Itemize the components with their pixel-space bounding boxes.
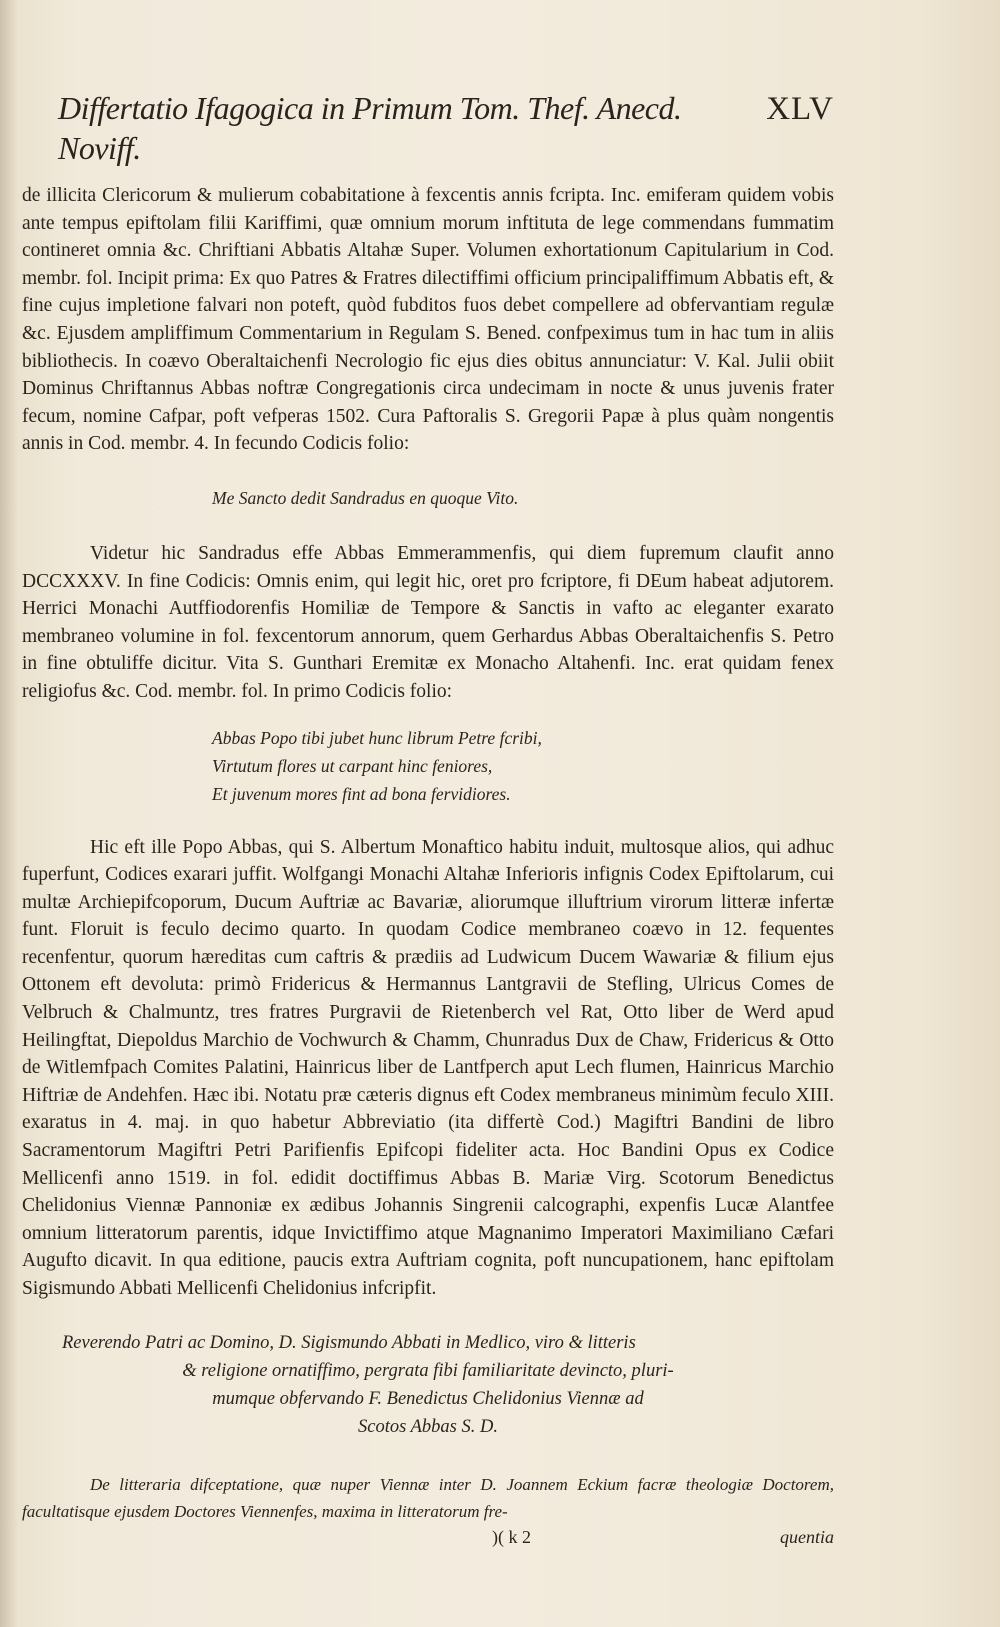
verse-inscription-2 <box>22 724 834 808</box>
dedication-block <box>22 1329 834 1441</box>
paragraph-2: Videtur hic Sandradus effe Abbas Emmerammenfis, qui diem fupremum claufit anno DCCXXXV. In fine Codicis: Omnis enim, qui legit hic, oret pro fcriptore, fi DEum habeat adjutorem. Herrici Monachi Autffiodorenfis Homiliæ de Tempore & Sanctis in vafto ac eleganter exarato membraneo volumine in fol. fexcentorum annorum, quem Gerhardus Abbas Oberaltaichenfis S. Petro in fine obtuliffe dicitur. Vita S. Gunthari Eremitæ ex Monacho Altahenfi. Inc. erat quidam fenex religiofus &c. Cod. membr. fol. In primo Codicis folio: <box>22 542 834 702</box>
dedication-line: Reverendo Patri ac Domino, D. Sigismundo Abbati in Medlico, viro & litteris <box>62 1332 636 1353</box>
page-footer <box>22 1525 834 1549</box>
paragraph-3: Hic eft ille Popo Abbas, qui S. Albertum Monaftico habitu induit, multosque alios, qui adhuc fuperfunt, Codices exarari juffit. Wolfgangi Monachi Altahæ Inferioris infignis Codex Epiftolarum, cui multæ Archiepifcoporum, Ducum Auftriæ ac Bavariæ, aliorumque illuftrium virorum litteræ infertæ funt. Floruit is feculo decimo quarto. In quodam Codice membraneo coævo in 12. fequentes recenfentur, quorum hæreditas cum caftris & prædiis ad Ludwicum Ducem Wawariæ & filium ejus Ottonem eft devoluta: primò Fridericus & Hermannus Lantgravii de Stefling, Ulricus Comes de Velbruch & Chalmuntz, tres fratres Purgravii de Rietenberch vel Rat, Otto liber de Werd apud Heilingftat, Diepoldus Marchio de Vochwurch & Chamm, Chunradus Dux de Chaw, Fridericus & Otto de Witlemfpach Comites Palatini, Hainricus liber de Lantfperch aput Lech flumen, Hainricus Marchio Hiftriæ de Andehfen. Hæc ibi. Notatu præ cæteris dignus eft Codex membraneus minimùm feculo XIII. exaratus in 4. maj. in quo habetur Abbreviatio (ita differtè Cod.) Magiftri Bandini de libro Sacramentorum Magiftri Petri Parifienfis Epifcopi fideliter acta. Hoc Bandini Opus ex Codice Mellicenfi anno 1519. in fol. edidit doctiffimus Abbas B. Mariæ Virg. Scotorum Benedictus Chelidonius Viennæ Pannoniæ ex ædibus Johannis Singrenii calcographi, expenfis Lucæ Alantfee omnium litteratorum parentis, idque Invictiffimo atque Magnanimo Imperatori Maximiliano Cæfari Augufto dicavit. In qua editione, paucis extra Auftriam cognita, poft nuncupationem, hanc epiftolam Sigismundo Abbati Mellicenfi Chelidonius infcripfit. <box>22 836 834 1299</box>
dedication-line: & religione ornatiffimo, pergrata fibi familiaritate devincto, pluri- <box>182 1360 674 1381</box>
running-head <box>58 88 834 168</box>
verse-line: Et juvenum mores fint ad bona fervidiores. <box>212 783 511 804</box>
dedication-line: Scotos Abbas S. D. <box>358 1416 498 1437</box>
running-head-title: Differtatio Ifagogica in Primum Tom. Thef. Anecd. Noviff. <box>58 90 682 166</box>
paragraph-4: De litteraria difceptatione, quæ nuper Viennæ inter D. Joannem Eckium facræ theologiæ Doctorem, facultatisque ejusdem Doctores Viennenfes, maxima in litteratorum fre- <box>22 1474 834 1521</box>
spine-shadow <box>0 0 18 1627</box>
verse-line: Abbas Popo tibi jubet hunc librum Petre fcribi, <box>212 727 542 748</box>
verse-inscription-1 <box>22 484 834 512</box>
page-content <box>22 88 834 1549</box>
paragraph-1: de illicita Clericorum & mulierum cobabitatione à fexcentis annis fcripta. Inc. emiferam quidem vobis ante tempus epiftolam filii Kariffimi, quæ omnium morum inftituta de lege commendans fummatim contineret omnia &c. Chriftiani Abbatis Altahæ Super. Volumen exhortationum Capitularium in Cod. membr. fol. Incipit prima: Ex quo Patres & Fratres dilectiffimi officium principaliffimum Abbatis eft, & fine cujus impletione falvari non poteft, quòd fubditos fuos debet compellere ad obfervantiam regulæ &c. Ejusdem ampliffimum Commentarium in Regulam S. Bened. confpeximus tum in hac tum in aliis bibliothecis. In coævo Oberaltaichenfi Necrologio fic ejus dies obitus annunciatur: V. Kal. Julii obiit Dominus Chriftannus Abbas noftræ Congregationis circa undecimam in nocte & unus juvenis frater fecum, nomine Cafpar, poft vefperas 1502. Cura Paftoralis S. Gregorii Papæ à plus quàm nongentis annis in Cod. membr. 4. In fecundo Codicis folio: <box>22 185 834 455</box>
verse-line: Virtutum flores ut carpant hinc feniores, <box>212 755 493 776</box>
verse-line: Me Sancto dedit Sandradus en quoque Vito. <box>212 487 519 508</box>
signature-mark: )( k 2 <box>492 1526 531 1547</box>
dedication-line: mumque obfervando F. Benedictus Chelidonius Viennæ ad <box>212 1388 644 1409</box>
catchword: quentia <box>780 1526 834 1547</box>
page-number: XLV <box>766 91 834 127</box>
